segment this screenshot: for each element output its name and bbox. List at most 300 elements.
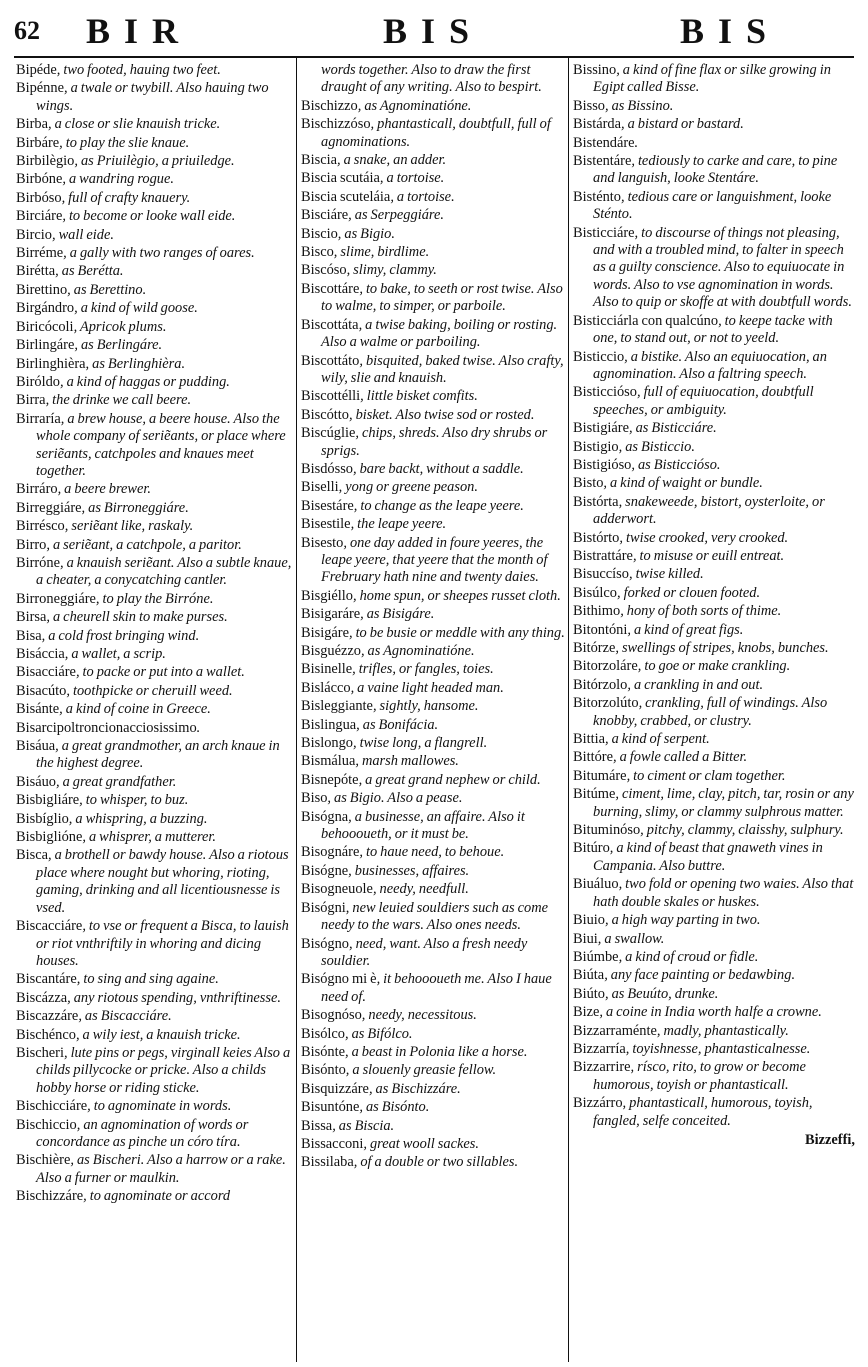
headword: Bisticciárla con qualcúno bbox=[573, 312, 719, 329]
definition: , a businesse, an affaire. Also it behoooueth, or it must be. bbox=[321, 808, 525, 843]
headword: Birrésco bbox=[16, 518, 65, 535]
dictionary-entry bbox=[301, 498, 566, 515]
dictionary-entry bbox=[301, 479, 566, 496]
definition: , rísco, rito, to grow or become humorous, toyish or phantasticall. bbox=[593, 1059, 806, 1093]
headword: Biuáluo bbox=[573, 876, 619, 893]
definition: , to be busie or meddle with any thing. bbox=[348, 624, 565, 641]
definition: . bbox=[634, 134, 639, 151]
definition: , toothpicke or cheruill weed. bbox=[66, 682, 233, 699]
column-rule-2 bbox=[568, 58, 569, 1362]
definition: , phantasticall, humorous, toyish, fangled, selfe conceited. bbox=[593, 1095, 813, 1129]
headword: Bistentáre bbox=[573, 153, 632, 170]
definition: , as Bifólco. bbox=[344, 1025, 413, 1042]
definition: , an agnomination of words or concordance as pinche un córo tíra. bbox=[36, 1116, 249, 1150]
dictionary-entry bbox=[301, 753, 566, 770]
headword: Bischicciáre bbox=[16, 1098, 88, 1115]
dictionary-entry bbox=[573, 585, 855, 602]
definition: , lute pins or pegs, virginall keies Also a childs pillycocke or pricke. Also a childs hobby horse or riding sticke. bbox=[36, 1044, 291, 1096]
dictionary-entry bbox=[16, 190, 294, 207]
definition: , sightly, hansome. bbox=[372, 698, 479, 715]
dictionary-entry bbox=[301, 388, 566, 405]
dictionary-entry bbox=[573, 1004, 855, 1021]
headword: Bistárda bbox=[573, 116, 621, 133]
definition: , swellings of stripes, knobs, bunches. bbox=[615, 640, 829, 656]
definition: , full of crafty knauery. bbox=[61, 189, 191, 206]
definition: , as Bisticciáre. bbox=[628, 420, 717, 437]
definition: , the leape yeere. bbox=[350, 516, 447, 533]
headword: Bistigio bbox=[573, 438, 619, 455]
definition: . bbox=[196, 719, 201, 736]
definition: , a kind of coine in Greece. bbox=[59, 701, 211, 718]
dictionary-entry bbox=[573, 420, 855, 437]
definition: , as Berétta. bbox=[55, 263, 124, 280]
definition: , a snake, an adder. bbox=[336, 152, 447, 169]
headword: Bissilaba bbox=[301, 1154, 354, 1171]
dictionary-entry bbox=[16, 1027, 294, 1044]
headword: Bisbigliáre bbox=[16, 792, 80, 809]
headword: Bistórto bbox=[573, 529, 620, 546]
dictionary-entry bbox=[573, 349, 855, 384]
headword: Biscottáre bbox=[301, 280, 360, 297]
headword: Bizzarraménte bbox=[573, 1022, 657, 1039]
dictionary-entry bbox=[16, 1117, 294, 1152]
headword: Bisinelle bbox=[301, 661, 353, 678]
dictionary-entry bbox=[301, 717, 566, 734]
headword: Bislingua bbox=[301, 716, 357, 733]
definition: , tedious care or languishment, looke Sténto. bbox=[593, 188, 832, 223]
dictionary-entry bbox=[573, 603, 855, 620]
definition: , a swallow. bbox=[597, 930, 665, 947]
dictionary-entry bbox=[573, 658, 855, 675]
headword: Birráro bbox=[16, 481, 58, 498]
dictionary-entry bbox=[573, 840, 855, 875]
headword: Bisónte bbox=[301, 1043, 345, 1060]
dictionary-entry bbox=[16, 829, 294, 846]
headword: Bisleggiante bbox=[301, 698, 373, 715]
headword: Biscia scuteláia bbox=[301, 188, 391, 205]
dictionary-entry bbox=[573, 786, 855, 821]
dictionary-entry bbox=[16, 811, 294, 828]
running-head-right: BIS bbox=[680, 11, 781, 51]
definition: , as Beuúto, drunke. bbox=[605, 985, 719, 1002]
dictionary-entry bbox=[301, 170, 566, 187]
headword: Biscia scutáia bbox=[301, 170, 380, 187]
headword: Biscottáta bbox=[301, 316, 359, 333]
definition: , any riotous spending, vnthriftinesse. bbox=[67, 989, 281, 1006]
page-header bbox=[0, 0, 868, 58]
dictionary-entry bbox=[16, 720, 294, 737]
dictionary-entry bbox=[16, 208, 294, 225]
headword: Bittia bbox=[573, 731, 605, 748]
dictionary-entry bbox=[301, 844, 566, 861]
definition: , it behoooueth me. Also I haue need of. bbox=[321, 971, 552, 1005]
definition: , trifles, or fangles, toies. bbox=[352, 661, 494, 678]
dictionary-entry bbox=[573, 98, 855, 115]
dictionary-entry bbox=[573, 116, 855, 133]
headword: Birbáre bbox=[16, 134, 60, 151]
dictionary-entry bbox=[301, 809, 566, 844]
headword: Bisténto bbox=[573, 188, 621, 205]
headword: Biscantáre bbox=[16, 971, 77, 988]
dictionary-entry bbox=[16, 356, 294, 373]
dictionary-entry bbox=[573, 677, 855, 694]
headword: Bisticcióso bbox=[573, 384, 637, 401]
headword: Bisigaráre bbox=[301, 606, 361, 623]
headword: Birbilègio bbox=[16, 153, 75, 170]
headword: Birlinghièra bbox=[16, 355, 86, 372]
headword: Birgándro bbox=[16, 300, 75, 317]
definition: , snakeweede, bistort, oysterloite, or adderwort. bbox=[593, 493, 825, 528]
definition: , to sing and sing againe. bbox=[76, 971, 219, 988]
headword: Bisesto bbox=[301, 534, 344, 551]
definition: , the drinke we call beere. bbox=[45, 392, 192, 409]
headword: Bize bbox=[573, 1004, 600, 1021]
definition: , a wily iest, a knauish tricke. bbox=[75, 1026, 241, 1043]
headword: Bischeri bbox=[16, 1044, 64, 1061]
headword: Birlingáre bbox=[16, 337, 75, 354]
dictionary-entry bbox=[16, 664, 294, 681]
definition: , twise killed. bbox=[628, 566, 704, 583]
dictionary-entry bbox=[301, 863, 566, 880]
definition: , a wallet, a scrip. bbox=[64, 646, 166, 662]
definition: , a brothell or bawdy house. Also a riotous place where nought but whoring, rioting, gaming, drinking and all licentiousnesse is vsed. bbox=[36, 847, 289, 916]
headword: Bizzárro bbox=[573, 1095, 623, 1112]
headword: Bisnepóte bbox=[301, 771, 359, 788]
definition: , one day added in foure yeeres, the leape yeere, that yeere that the month of Frebruary hath nine and twenty daies. bbox=[321, 534, 548, 586]
dictionary-entry bbox=[16, 337, 294, 354]
headword: Bisigáre bbox=[301, 624, 349, 641]
definition: , as Bisticcióso. bbox=[631, 456, 721, 473]
dictionary-entry bbox=[573, 313, 855, 348]
headword: Bisgiéllo bbox=[301, 587, 353, 604]
headword: Bisciáre bbox=[301, 207, 349, 224]
dictionary-entry bbox=[301, 116, 566, 151]
definition: , to keepe tacke with one, to stand out, or not to yeeld. bbox=[593, 312, 833, 347]
dictionary-entry bbox=[573, 731, 855, 748]
definition: , as Bissino. bbox=[605, 97, 674, 114]
definition: , as Berlinghièra. bbox=[85, 355, 186, 372]
dictionary-entry bbox=[301, 1044, 566, 1061]
dictionary-entry bbox=[301, 407, 566, 424]
headword: Biscúglie bbox=[301, 425, 356, 442]
definition: , a tortoise. bbox=[379, 170, 445, 187]
definition: , as Bischizzáre. bbox=[368, 1080, 461, 1097]
dictionary-entry bbox=[301, 98, 566, 115]
dictionary-entry bbox=[16, 591, 294, 608]
definition: , a kind of great figs. bbox=[627, 621, 744, 638]
headword: Bircio bbox=[16, 226, 52, 243]
headword: Birróne bbox=[16, 554, 60, 571]
headword: Bisógno bbox=[301, 935, 349, 952]
dictionary-entry bbox=[573, 949, 855, 966]
header-rule bbox=[14, 56, 854, 58]
dictionary-entry bbox=[301, 1007, 566, 1024]
headword: Bisa bbox=[16, 627, 42, 644]
definition: , to discourse of things not pleasing, and with a troubled mind, to falter in speech as a guilty conscience. Also to equiuocate in words. Also to vse agnomination in words. Also to quip or skoffe at with doubtfull words. bbox=[593, 224, 852, 311]
dictionary-entry bbox=[301, 425, 566, 460]
definition: , need, want. Also a fresh needy souldier. bbox=[321, 935, 528, 969]
dictionary-entry bbox=[301, 516, 566, 533]
headword: Bisquizzáre bbox=[301, 1080, 369, 1097]
definition: , ciment, lime, clay, pitch, tar, rosin or any burning, slimy, or clammy sulphrous matter. bbox=[593, 786, 854, 820]
definition: , as Biscia. bbox=[332, 1117, 395, 1134]
dictionary-entry bbox=[301, 262, 566, 279]
headword: Bisáuo bbox=[16, 773, 56, 790]
definition: , to play the Birróne. bbox=[95, 590, 214, 607]
headword: Bitorzolúto bbox=[573, 695, 639, 712]
dictionary-entry bbox=[16, 518, 294, 535]
dictionary-entry bbox=[301, 735, 566, 752]
running-head-center: BIS bbox=[383, 11, 484, 51]
headword: Bisógna bbox=[301, 808, 349, 825]
headword: Bituminóso bbox=[573, 822, 641, 839]
definition: , a vaine light headed man. bbox=[350, 679, 504, 696]
headword: Bistigiáre bbox=[573, 420, 629, 437]
definition: , as Berlingáre. bbox=[74, 337, 163, 354]
headword: Bisca bbox=[16, 847, 48, 864]
headword: Bitórzolo bbox=[573, 676, 628, 693]
headword: Bischénco bbox=[16, 1026, 76, 1043]
headword: Biúmbe bbox=[573, 948, 619, 965]
headword: Bipénne bbox=[16, 80, 64, 97]
definition: , a kind of croud or fidle. bbox=[618, 948, 759, 965]
definition: , Apricok plums. bbox=[73, 318, 167, 335]
dictionary-entry bbox=[301, 1026, 566, 1043]
dictionary-entry bbox=[16, 153, 294, 170]
definition: , to whisper, to buz. bbox=[79, 792, 189, 809]
dictionary-entry bbox=[573, 986, 855, 1003]
headword: Biselli bbox=[301, 479, 339, 496]
definition: , to packe or put into a wallet. bbox=[75, 664, 245, 681]
dictionary-entry bbox=[16, 1188, 294, 1205]
headword: Bistrattáre bbox=[573, 547, 633, 564]
headword: Bitúro bbox=[573, 840, 610, 857]
headword: Bitumáre bbox=[573, 767, 627, 784]
headword: Bisticciáre bbox=[573, 224, 635, 241]
definition: , as Bigio. Also a pease. bbox=[327, 790, 463, 807]
definition: , to vse or frequent a Bisca, to lauish or riot vnthriftily in whoring and dicing houses. bbox=[36, 918, 289, 969]
definition: , a twise baking, boiling or rosting. Also a walme or parboiling. bbox=[321, 316, 558, 351]
dictionary-entry bbox=[16, 792, 294, 809]
dictionary-entry bbox=[573, 822, 855, 839]
headword: Birra bbox=[16, 392, 46, 409]
headword: Biscazzáre bbox=[16, 1008, 79, 1025]
dictionary-entry bbox=[573, 967, 855, 984]
headword: Birsa bbox=[16, 609, 47, 626]
dictionary-entry bbox=[301, 461, 566, 478]
definition: , new leuied souldiers such as come needy to the wars. Also ones needs. bbox=[321, 899, 549, 934]
dictionary-entry bbox=[573, 153, 855, 188]
definition: , as Bisigáre. bbox=[360, 606, 435, 623]
definition: , a kind of haggas or pudding. bbox=[59, 373, 230, 390]
headword: Biscázza bbox=[16, 989, 68, 1006]
headword: Bischizzóso bbox=[301, 116, 371, 133]
headword: Bisognóso bbox=[301, 1007, 362, 1024]
definition: , a tortoise. bbox=[390, 188, 455, 205]
headword: Biúta bbox=[573, 967, 605, 984]
dictionary-entry bbox=[573, 384, 855, 419]
dictionary-entry bbox=[16, 1098, 294, 1115]
headword: Bisto bbox=[573, 475, 604, 492]
dictionary-entry bbox=[301, 244, 566, 261]
dictionary-entry bbox=[301, 1081, 566, 1098]
dictionary-entry bbox=[301, 698, 566, 715]
dictionary-entry bbox=[301, 189, 566, 206]
headword: Bisco bbox=[301, 244, 334, 261]
definition: , a fowle called a Bitter. bbox=[612, 749, 748, 766]
dictionary-entry bbox=[573, 475, 855, 492]
dictionary-entry bbox=[573, 1095, 855, 1130]
definition: , to ciment or clam together. bbox=[626, 767, 786, 784]
definition: , of a double or two sillables. bbox=[353, 1154, 519, 1171]
headword: Bisognáre bbox=[301, 844, 360, 861]
dictionary-entry bbox=[16, 171, 294, 188]
definition: , seriẽant like, raskaly. bbox=[64, 518, 194, 535]
dictionary-entry bbox=[301, 1154, 566, 1171]
definition: , tediously to carke and care, to pine and languish, looke Stentáre. bbox=[593, 153, 838, 187]
headword: Birciáre bbox=[16, 208, 63, 225]
dictionary-entry bbox=[16, 282, 294, 299]
column-rule-1 bbox=[296, 58, 297, 1362]
dictionary-entry bbox=[16, 227, 294, 244]
definition: , little bisket comfits. bbox=[360, 388, 478, 405]
definition: , as Agnominatióne. bbox=[357, 97, 472, 114]
headword: Bizzarrire bbox=[573, 1059, 631, 1076]
definition: , as Agnominatióne. bbox=[360, 643, 475, 659]
headword: Biróldo bbox=[16, 373, 60, 390]
definition: , phantasticall, doubtfull, full of agnominations. bbox=[321, 116, 551, 150]
definition: , slime, birdlime. bbox=[333, 244, 430, 261]
dictionary-entry bbox=[301, 936, 566, 971]
dictionary-entry bbox=[301, 643, 566, 660]
dictionary-entry bbox=[16, 683, 294, 700]
definition: , bare backt, without a saddle. bbox=[352, 460, 524, 477]
catchword: Bizzeffi, bbox=[805, 1131, 855, 1148]
dictionary-entry bbox=[573, 566, 855, 583]
dictionary-entry bbox=[16, 481, 294, 498]
headword: Bisógne bbox=[301, 862, 349, 879]
definition: , madly, phantastically. bbox=[656, 1022, 789, 1039]
definition: , as Priuilègio, a priuiledge. bbox=[74, 153, 235, 170]
definition: , a kind of wild goose. bbox=[74, 300, 198, 317]
headword: Bisestáre bbox=[301, 497, 354, 514]
headword: Bislongo bbox=[301, 735, 353, 752]
headword: Bisticcio bbox=[573, 348, 625, 365]
dictionary-entry bbox=[301, 881, 566, 898]
definition: , to agnominate in words. bbox=[87, 1098, 232, 1115]
dictionary-entry bbox=[16, 116, 294, 133]
definition: , any face painting or bedawbing. bbox=[604, 967, 796, 984]
definition: , a wandring rogue. bbox=[62, 171, 174, 188]
definition: , as Bigio. bbox=[337, 225, 395, 242]
definition: , crankling, full of windings. Also knobby, crabbed, or clustry. bbox=[593, 695, 828, 729]
headword: Birreggiáre bbox=[16, 499, 82, 516]
dictionary-entry bbox=[573, 749, 855, 766]
definition: , marsh mallowes. bbox=[355, 753, 459, 770]
dictionary-entry bbox=[301, 588, 566, 605]
definition: , a high way parting in two. bbox=[605, 912, 761, 929]
definition: , a close or slie knauish tricke. bbox=[47, 116, 221, 133]
definition: , a beast in Polonia like a horse. bbox=[344, 1043, 528, 1060]
dictionary-entry bbox=[301, 317, 566, 352]
dictionary-entry bbox=[16, 500, 294, 517]
headword: Bisbiglióne bbox=[16, 829, 83, 846]
definition: , needy, necessitous. bbox=[361, 1007, 477, 1024]
headword: Bitontóni bbox=[573, 621, 628, 638]
definition: words together. Also to draw the first draught of any writing. Also to bespirt. bbox=[321, 62, 542, 96]
dictionary-entry bbox=[16, 319, 294, 336]
definition: , to goe or make crankling. bbox=[637, 658, 791, 675]
dictionary-entry bbox=[16, 411, 294, 481]
dictionary-entry bbox=[573, 912, 855, 929]
dictionary-entry bbox=[301, 971, 566, 1006]
headword: Bissino bbox=[573, 62, 617, 78]
dictionary-entry bbox=[16, 374, 294, 391]
headword: Bipéde bbox=[16, 62, 57, 78]
definition: , to misuse or euill entreat. bbox=[632, 547, 785, 564]
headword: Bizzarría bbox=[573, 1040, 626, 1057]
headword: Bistendáre bbox=[573, 134, 635, 151]
dictionary-entry bbox=[16, 1045, 294, 1097]
dictionary-entry bbox=[16, 300, 294, 317]
dictionary-entry bbox=[16, 971, 294, 988]
definition: , twise crooked, very crooked. bbox=[619, 529, 789, 546]
dictionary-column-1 bbox=[16, 62, 294, 1358]
definition: , as Berettino. bbox=[67, 281, 147, 298]
definition: , toyishnesse, phantasticalnesse. bbox=[625, 1040, 811, 1057]
definition: , a gally with two ranges of oares. bbox=[63, 245, 255, 262]
headword: Biuio bbox=[573, 912, 605, 929]
headword: Biricócoli bbox=[16, 318, 74, 335]
headword: Bisógno mi è bbox=[301, 971, 377, 988]
dictionary-entry bbox=[16, 847, 294, 917]
dictionary-entry bbox=[16, 646, 294, 663]
dictionary-entry bbox=[301, 680, 566, 697]
definition: , home spun, or sheepes russet cloth. bbox=[352, 587, 561, 604]
headword: Bischizzáre bbox=[16, 1188, 84, 1205]
definition: , a bistike. Also an equiuocation, an agnomination. Also a faltring speech. bbox=[593, 348, 827, 382]
headword: Birréme bbox=[16, 245, 64, 262]
dictionary-entry bbox=[301, 772, 566, 789]
headword: Bisólco bbox=[301, 1025, 345, 1042]
headword: Birba bbox=[16, 116, 48, 133]
headword: Biscio bbox=[301, 225, 338, 242]
definition: , to change as the leape yeere. bbox=[353, 497, 524, 514]
headword: Bismálua bbox=[301, 753, 356, 770]
dictionary-entry bbox=[301, 1118, 566, 1135]
definition: , a brew house, a beere house. Also the whole company of seriẽants, or place where seriẽants, catchpoles and knaues meet together. bbox=[36, 410, 286, 479]
dictionary-entry bbox=[16, 738, 294, 773]
dictionary-entry bbox=[301, 661, 566, 678]
headword: Bischiccio bbox=[16, 1116, 77, 1133]
headword: Biscóso bbox=[301, 262, 347, 279]
definition: , hony of both sorts of thime. bbox=[620, 603, 782, 620]
definition: , two fold or opening two waies. Also that hath double skales or huskes. bbox=[593, 876, 854, 910]
dictionary-entry bbox=[301, 606, 566, 623]
dictionary-entry bbox=[573, 548, 855, 565]
definition: , a cheurell skin to make purses. bbox=[46, 609, 228, 626]
headword: Bisso bbox=[573, 97, 605, 114]
headword: Birro bbox=[16, 536, 47, 553]
headword: Bischizzo bbox=[301, 97, 358, 114]
definition: , a whisprer, a mutterer. bbox=[82, 829, 217, 846]
dictionary-entry bbox=[16, 628, 294, 645]
dictionary-entry bbox=[573, 931, 855, 948]
dictionary-entry bbox=[16, 537, 294, 554]
headword: Bisarcipoltroncionacciosissimo bbox=[16, 719, 197, 736]
dictionary-entry bbox=[16, 135, 294, 152]
headword: Bissa bbox=[301, 1117, 333, 1134]
